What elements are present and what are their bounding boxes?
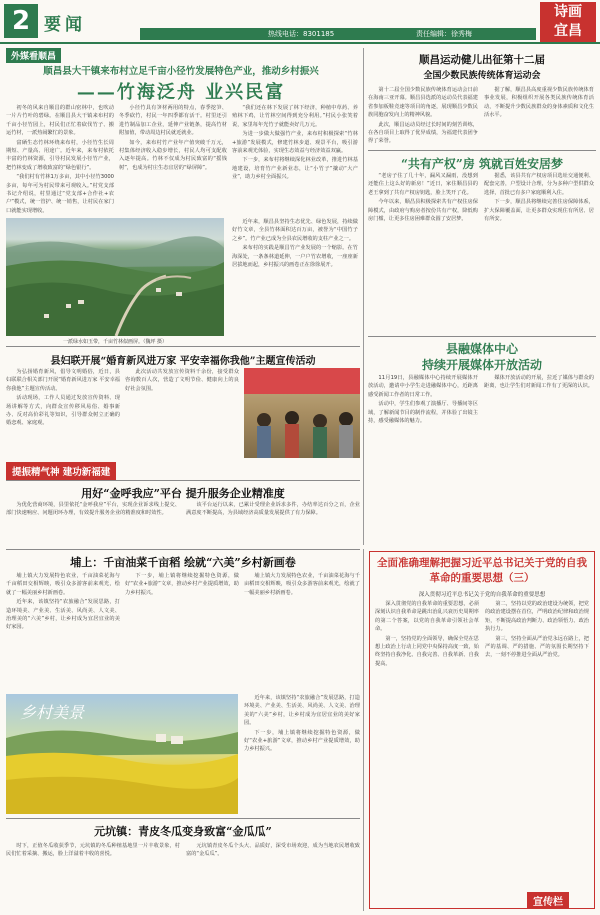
theory-title-suffix: （三） — [503, 572, 535, 584]
policy-body-col2 — [186, 501, 360, 545]
housing-paragraph: 据悉，该县共有产权房项目选址交通便利、配套完善，户型设计合理，分为多种户型供群众选择，首批已有多户家庭顺利入住。 — [484, 173, 594, 196]
column-divider — [363, 549, 364, 911]
lead-title: ——竹海泛舟 业兴民富 — [76, 82, 286, 103]
tourism-title: 埔上：千亩油菜千亩稻 绘就“六美”乡村新画卷 — [70, 556, 296, 569]
photo-caption: 一派绿水如玉带，千亩竹林似画屏。（魏坪 摄） — [62, 339, 168, 345]
lead-body-col3 — [232, 104, 358, 214]
sports-subtitle: 全国少数民族传统体育运动会 — [423, 71, 541, 81]
crowd-illustration — [244, 368, 360, 458]
theory-paragraph: 第二，坚持以党的政治建设为统领，把党的政治建设摆在首位，严明政治纪律和政治规矩，不断提高政治判断力、政治领悟力、政治执行力。 — [485, 601, 589, 633]
lead-subtitle: 顺昌县大干镇来布村立足千亩小径竹发展特色产业，推动乡村振兴 — [43, 66, 319, 77]
wedding-body-col2 — [125, 368, 239, 458]
melon-paragraph: 时下，正值冬瓜收获季节，元坑镇的冬瓜种植基地里一片丰收景象，村民们忙着采摘、搬运，脸上洋溢着丰收的喜悦。 — [6, 843, 180, 858]
tourism-paragraph: 埔上镇大力发展特色农业，千亩油菜花海与千亩稻田交相辉映，吸引众多游客前来观光，绘就了一幅美丽乡村新画卷。 — [244, 573, 360, 596]
melon-body-col1 — [6, 842, 180, 910]
masthead — [0, 0, 600, 44]
rapeseed-field-illustration — [6, 694, 238, 814]
housing-title: “共有产权”房 筑就百姓安居梦 — [401, 157, 563, 171]
housing-body-col2 — [484, 172, 594, 332]
media-title: 县融媒体中心 — [445, 342, 518, 356]
wedding-body-col1 — [6, 368, 120, 458]
tourism-paragraph: 近年来，该镇坚持“农旅融合”发展思路，打造环境美、产业美、生活美、风尚美、人文美、治理美的“六美”乡村，让乡村成为宜居宜业的美好家园。 — [244, 695, 360, 727]
theory-title-text: 全面准确理解把握习近平总书记关于党的自我革命的重要思想 — [377, 557, 587, 584]
wedding-paragraph: 为弘扬婚育新风，倡导文明婚俗，近日，县妇联联合相关部门开展“婚育新风进万家 平安幸福你我他”主题宣传活动。 — [6, 369, 120, 392]
lead-paragraph: 富硒生态竹林环绕来布村，小径竹生长周期短、产量高、用途广。近年来，来布村依托丰富的竹林资源，引导村民发展小径竹产业，把竹林变成了增收致富的“绿色银行”。 — [6, 139, 114, 171]
tourism-paragraph: 下一步，埔上镇将继续挖掘特色资源，做好“农业+旅游”文章，推动乡村产业提质增效，助力乡村振兴。 — [244, 729, 360, 753]
media-paragraph: 活动中，学生们参观了演播厅、导播间等区域，了解新闻节目的制作流程，并体验了出镜主持，感受融媒体的魅力。 — [368, 401, 478, 425]
section-rule — [6, 818, 360, 819]
tourism-paragraph: 下一步，埔上镇将继续挖掘特色资源，做好“农业+旅游”文章，推动乡村产业提质增效，助力乡村振兴。 — [125, 573, 239, 596]
lead-body-col4 — [232, 218, 358, 342]
housing-body-col1 — [368, 172, 478, 332]
sports-paragraph: 此次，顺昌运动员经过长时间的刻苦训练，在各自项目上取得了优异成绩，为福建代表团争得了荣誉。 — [368, 121, 478, 145]
column-divider — [363, 48, 364, 545]
housing-paragraph: 今年以来，顺昌县积极探索共有产权住房保障模式，由政府与购房者按份共有产权，降低购房门槛，让更多住房困难群众圆了安居梦。 — [368, 199, 478, 223]
section-rule — [6, 549, 360, 550]
tourism-body-col4 — [244, 694, 360, 814]
theory-body-col1 — [375, 600, 479, 888]
theory-body-col2 — [485, 600, 589, 888]
housing-paragraph: 下一步，顺昌县将继续完善住房保障体系，扩大保障覆盖面，让更多群众实现住有所居、居有所安。 — [484, 199, 594, 223]
melon-paragraph: 元坑镇青皮冬瓜个头大、品质好，深受市场欢迎，成为当地农民增收致富的“金瓜瓜”。 — [186, 843, 360, 858]
theory-paragraph: 深入贯彻党的自我革命的重要思想，必须深刻认识自我革命是跳出治乱兴衰历史周期率的第二个答案，以党的自我革命引领社会革命。 — [375, 601, 479, 633]
editor-credit: 责任编辑：徐秀梅 — [416, 30, 472, 38]
media-body-col1 — [368, 374, 478, 544]
section-rule — [6, 480, 360, 481]
lead-paragraph: 近年来，顺昌县坚持生态优先、绿色发展，持续做好竹文章，全县竹林面积达百万亩，被誉为“中国竹子之乡”。竹产业已成为全县农民增收的支柱产业之一。 — [232, 219, 358, 242]
wedding-title: 县妇联开展“婚育新风进万家 平安幸福你我他”主题宣传活动 — [50, 356, 316, 367]
melon-title: 元坑镇：青皮冬瓜变身致富“金瓜瓜” — [94, 825, 272, 838]
bamboo-forest-illustration — [6, 218, 224, 336]
theory-title — [373, 556, 591, 586]
sports-title: 顺昌运动健儿出征第十二届 — [419, 54, 545, 66]
wedding-event-photo — [244, 368, 360, 458]
policy-body-col1 — [6, 501, 180, 545]
policy-title: 用好“金呼我应”平台 提升服务企业精准度 — [81, 487, 285, 500]
section-name: 要闻 — [44, 15, 86, 35]
tourism-body-col1 — [6, 572, 120, 692]
wedding-paragraph: 此次活动共发放宣传资料千余份，接受群众咨询数百人次，营造了文明节俭、健康向上的良好社会氛围。 — [125, 369, 239, 392]
section-rule — [368, 150, 596, 151]
media-body-col2 — [484, 374, 594, 544]
policy-paragraph: 该平台运行以来，已累计受理企业诉求多件，办结率达百分之百，企业满意度不断提高，为县域经济高质量发展提供了有力保障。 — [186, 502, 360, 517]
lead-paragraph: “我们村有竹林1万多亩，其中小径竹3000多亩，每年可为村民带来可观收入。”村党支部书记介绍说，村里通过“党支部+合作社+农户”模式，统一管护、统一销售，让村民在家门口就能实现增收。 — [6, 174, 114, 214]
lead-body-col1 — [6, 104, 114, 214]
lead-kicker: 外媒看顺昌 — [6, 48, 61, 63]
lead-paragraph: 初冬的风来自顺昌的群山密林中，也吹动一片片竹叶的碧绿。在顺昌县大干镇来布村的千亩小径竹园上，村民们正忙着砍伐竹子、搬运竹材，一派热闹繁忙的景象。 — [6, 105, 114, 137]
sports-paragraph: 第十二届全国少数民族传统体育运动会日前在海南三亚开幕。顺昌县选派的运动员代表福建省参加板鞋竞速等项目的角逐，展现顺昌少数民族同胞奋发向上的精神风貌。 — [368, 87, 478, 119]
theory-paragraph: 第三，坚持全面从严治党永远在路上，把严的基调、严的措施、严的氛围长期坚持下去，一刻不停推进全面从严治党。 — [485, 635, 589, 659]
wedding-paragraph: 活动现场，工作人员通过发放宣传资料、现场讲解等方式，向群众宣传移风易俗、婚事新办、反对高价彩礼等知识，引导群众树立正确的婚恋观、家庭观。 — [6, 395, 120, 427]
column-stamp: 宣传栏 — [527, 892, 569, 909]
policy-paragraph: 为优化营商环境，县里依托“金呼我应”平台，实现企业诉求线上提交、部门快速响应、问题闭环办理，有效提升服务企业的精准度和时效性。 — [6, 502, 180, 517]
masthead-info-bar — [140, 28, 536, 40]
lead-body-col2 — [119, 104, 227, 214]
tourism-body-col3 — [244, 572, 360, 692]
section-rule — [6, 346, 360, 347]
sports-body-col2 — [484, 86, 594, 146]
sports-paragraph: 据了解，顺昌县高度重视少数民族传统体育事业发展，积极组织开展各类民族传统体育活动，不断提升少数民族群众的身体素质和文化生活水平。 — [484, 87, 594, 119]
theory-byline: 深入贯彻习近平总书记关于党的自我革命的重要思想 — [418, 592, 546, 598]
lead-paragraph: 下一步，来布村将继续深化林业改革，推进竹林基地建设，培育竹产业新业态，让“小竹子”撬动“大产业”，助力乡村全面振兴。 — [232, 157, 358, 181]
section-rule — [368, 336, 596, 337]
page-number: 2 — [4, 4, 38, 38]
bamboo-forest-photo — [6, 218, 224, 336]
media-paragraph: 媒体开放活动的开展，拉近了媒体与群众的距离，也让学生们对新闻工作有了更深的认识。 — [484, 375, 594, 390]
tourism-paragraph: 埔上镇大力发展特色农业，千亩油菜花海与千亩稻田交相辉映，吸引众多游客前来观光，绘就了一幅美丽乡村新画卷。 — [6, 573, 120, 596]
lead-paragraph: 小径竹具有笋材两用的特点，春季挖笋、冬季砍竹，村民一年四季都有活干。村里还引进竹制品加工企业，延伸产业链条，提高竹材附加值，带动周边村民就近就业。 — [119, 105, 227, 137]
media-paragraph: 11月19日，县融媒体中心持续开展媒体开放活动，邀请中小学生走进融媒体中心，近距离感受新闻工作者的日常工作。 — [368, 375, 478, 398]
lead-paragraph: 来布村的实践是顺昌竹产业发展的一个缩影。在竹海深处，一条条林道延伸，一户户竹农增收，一座座新居拔地而起，乡村振兴的画卷正在徐徐展开。 — [232, 245, 358, 269]
photo-watermark-text: 乡村美景 — [20, 703, 85, 722]
rapeseed-field-photo — [6, 694, 238, 814]
sports-body-col1 — [368, 86, 478, 146]
lead-paragraph: 为进一步做大做强竹产业，来布村积极探索“竹林+旅游”发展模式，修建竹林步道、观景平台，吸引游客前来观光体验，实现生态效益与经济效益双赢。 — [232, 131, 358, 155]
banner-slogan: 提振精气神 建功新福建 — [6, 462, 116, 480]
hotline: 热线电话：8301185 — [268, 30, 335, 38]
media-subtitle: 持续开展媒体开放活动 — [421, 358, 542, 372]
newspaper-logo: 诗画 宜昌 — [540, 2, 596, 42]
tourism-body-col2 — [125, 572, 239, 692]
tourism-paragraph: 近年来，该镇坚持“农旅融合”发展思路，打造环境美、产业美、生活美、风尚美、人文美、治理美的“六美”乡村，让乡村成为宜居宜业的美好家园。 — [6, 599, 120, 631]
lead-paragraph: “我们还在林下发展了林下经济，种植中草药、养殖林下鸡，让竹林空间得到充分利用。”村民小张笑着说，家里每年光竹子就能卖好几万元。 — [232, 105, 358, 128]
theory-paragraph: 第一，坚持党的全面领导，确保全党在思想上政治上行动上同党中央保持高度一致，始终坚持自我净化、自我完善、自我革新、自我提高。 — [375, 635, 479, 667]
lead-paragraph: 如今，来布村竹产业年产值突破千万元，村集体经济收入稳步增长，村民人均可支配收入逐年提高。竹林不仅成为村民致富的“摇钱树”，也成为村庄生态宜居的“绿屏障”。 — [119, 139, 227, 171]
melon-body-col2 — [186, 842, 360, 910]
housing-paragraph: “老房子住了几十年，漏风又漏雨，没想到还能住上这么好的新房！”近日，家住顺昌县的老王拿到了共有产权房钥匙，脸上笑开了花。 — [368, 173, 478, 196]
